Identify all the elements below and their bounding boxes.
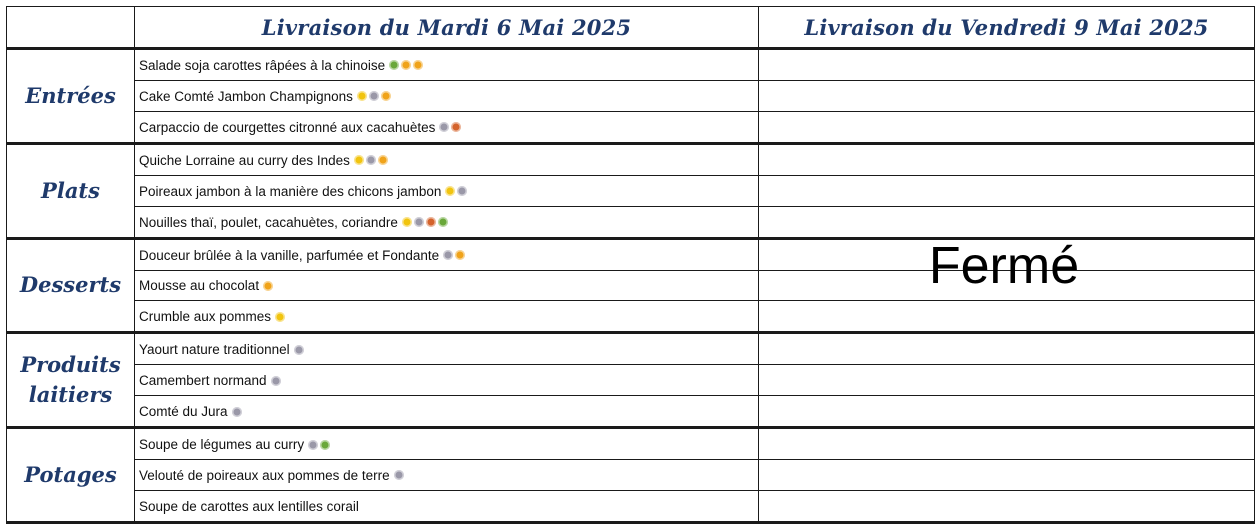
category-label: Desserts: [7, 238, 135, 333]
header-empty-cell: [7, 7, 135, 49]
dish-row: [7, 396, 1255, 428]
gray-label-icon: [366, 155, 376, 165]
allergen-icons: [261, 278, 273, 293]
allergen-icons: [269, 373, 281, 388]
menu-table: [6, 6, 1255, 524]
friday-cell: [759, 490, 1255, 522]
dish-cell: [135, 143, 759, 175]
dish-row: [7, 238, 1255, 270]
dish-row: [7, 460, 1255, 491]
friday-cell: [759, 143, 1255, 175]
gray-label-icon: [232, 407, 242, 417]
allergen-icons: [292, 342, 304, 357]
friday-cell: [759, 333, 1255, 365]
friday-cell: [759, 428, 1255, 460]
category-label: Plats: [7, 143, 135, 238]
dish-cell: [135, 365, 759, 396]
dish-cell: [135, 333, 759, 365]
dish-cell: [135, 428, 759, 460]
dish-row: [7, 365, 1255, 396]
gray-label-icon: [414, 217, 424, 227]
dish-row: [7, 490, 1255, 522]
category-label: Produits laitiers: [7, 333, 135, 428]
allergen-icons: [230, 404, 242, 419]
gray-label-icon: [294, 345, 304, 355]
red-label-icon: [451, 122, 461, 132]
allergen-icons: [443, 184, 467, 199]
gray-label-icon: [457, 186, 467, 196]
friday-cell: [759, 80, 1255, 111]
orange-label-icon: [455, 250, 465, 260]
dish-cell: [135, 111, 759, 143]
dish-cell: [135, 80, 759, 111]
orange-label-icon: [401, 60, 411, 70]
dish-label: Quiche Lorraine au curry des Indes: [139, 152, 350, 168]
orange-label-icon: [263, 281, 273, 291]
yellow-label-icon: [445, 186, 455, 196]
friday-cell: [759, 175, 1255, 206]
dish-label: Mousse au chocolat: [139, 278, 260, 294]
dish-cell: [135, 490, 759, 522]
dish-cell: [135, 206, 759, 238]
allergen-icons: [355, 89, 391, 104]
header-tuesday: Livraison du Mardi 6 Mai 2025: [135, 7, 759, 49]
yellow-label-icon: [357, 91, 367, 101]
dish-row: [7, 206, 1255, 238]
orange-label-icon: [413, 60, 423, 70]
dish-row: [7, 428, 1255, 460]
gray-label-icon: [271, 376, 281, 386]
gray-label-icon: [369, 91, 379, 101]
dish-label: Soupe de carottes aux lentilles corail: [139, 498, 359, 514]
green-label-icon: [438, 217, 448, 227]
dish-row: [7, 49, 1255, 81]
friday-cell: [759, 111, 1255, 143]
dish-label: Crumble aux pommes: [139, 309, 272, 325]
dish-row: [7, 111, 1255, 143]
dish-cell: [135, 270, 759, 301]
category-label: Potages: [7, 428, 135, 523]
green-label-icon: [320, 440, 330, 450]
dish-label: Nouilles thaï, poulet, cacahuètes, coriandre: [139, 214, 398, 230]
allergen-icons: [306, 437, 330, 452]
friday-cell: [759, 270, 1255, 301]
red-label-icon: [426, 217, 436, 227]
allergen-icons: [400, 215, 448, 230]
dish-cell: [135, 460, 759, 491]
yellow-label-icon: [275, 312, 285, 322]
dish-row: [7, 80, 1255, 111]
category-label: Entrées: [7, 49, 135, 144]
dish-label: Poireaux jambon à la manière des chicons jambon: [139, 183, 442, 199]
yellow-label-icon: [354, 155, 364, 165]
friday-cell: [759, 301, 1255, 333]
dish-row: [7, 175, 1255, 206]
dish-label: Douceur brûlée à la vanille, parfumée et Fondante: [139, 247, 440, 263]
friday-cell: [759, 238, 1255, 270]
closed-label: Fermé: [928, 237, 1080, 295]
friday-cell: [759, 365, 1255, 396]
dish-label: Carpaccio de courgettes citronné aux cacahuètes: [139, 119, 436, 135]
friday-cell: [759, 49, 1255, 81]
friday-cell: [759, 206, 1255, 238]
orange-label-icon: [381, 91, 391, 101]
dish-label: Yaourt nature traditionnel: [139, 342, 290, 358]
gray-label-icon: [443, 250, 453, 260]
allergen-icons: [441, 248, 465, 263]
dish-cell: [135, 301, 759, 333]
friday-cell: [759, 460, 1255, 491]
dish-label: Camembert normand: [139, 373, 267, 389]
allergen-icons: [273, 309, 285, 324]
allergen-icons: [437, 120, 461, 135]
dish-label: Salade soja carottes râpées à la chinoise: [139, 57, 386, 73]
friday-cell: [759, 396, 1255, 428]
yellow-label-icon: [402, 217, 412, 227]
header-friday: Livraison du Vendredi 9 Mai 2025: [759, 7, 1255, 49]
allergen-icons: [352, 153, 388, 168]
green-label-icon: [389, 60, 399, 70]
dish-cell: [135, 49, 759, 81]
dish-cell: [135, 238, 759, 270]
allergen-icons: [392, 468, 404, 483]
header-row: [7, 7, 1255, 49]
gray-label-icon: [439, 122, 449, 132]
dish-row: [7, 143, 1255, 175]
dish-label: Soupe de légumes au curry: [139, 437, 305, 453]
dish-label: Comté du Jura: [139, 404, 228, 420]
orange-label-icon: [378, 155, 388, 165]
dish-row: [7, 270, 1255, 301]
dish-label: Velouté de poireaux aux pommes de terre: [139, 467, 390, 483]
dish-cell: [135, 175, 759, 206]
menu-body: [7, 49, 1255, 523]
dish-row: [7, 333, 1255, 365]
allergen-icons: [387, 58, 423, 73]
dish-cell: [135, 396, 759, 428]
dish-label: Cake Comté Jambon Champignons: [139, 88, 353, 104]
dish-row: [7, 301, 1255, 333]
gray-label-icon: [394, 470, 404, 480]
gray-label-icon: [308, 440, 318, 450]
